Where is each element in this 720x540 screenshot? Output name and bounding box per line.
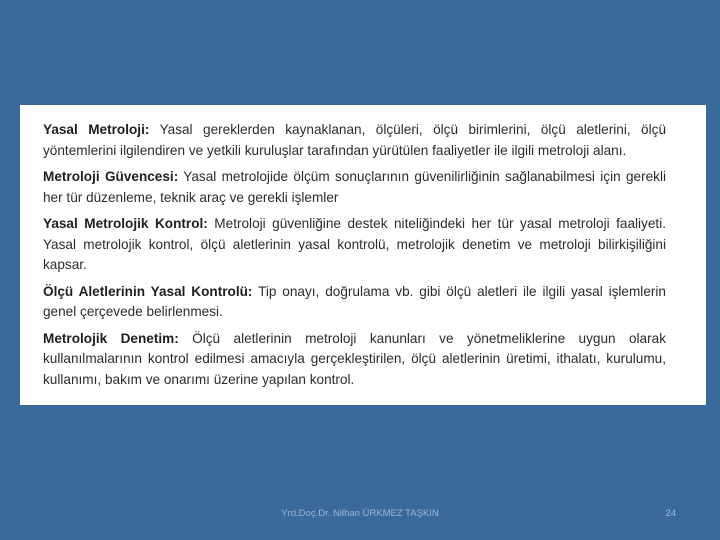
definition-olcu-aletleri-yasal-kontrolu	[43, 282, 666, 323]
page-number: 24	[665, 508, 676, 519]
definition-text: Metroloji güvenliğine destek niteliğindeki her tür yasal metroloji faaliyeti. Yasal metrolojik kontrol, ölçü aletlerinin yasal kontrolü, metrolojik denetim ve metroloji bilirkişiliğini kapsar.	[43, 216, 666, 272]
definition-term: Yasal Metrolojik Kontrol:	[43, 216, 208, 231]
definition-yasal-metroloji	[43, 120, 666, 161]
definitions-panel	[20, 105, 706, 405]
definition-text: Yasal metrolojide ölçüm sonuçlarının güvenilirliğinin sağlanabilmesi için gerekli her tür düzenleme, teknik araç ve gerekli işlemler	[43, 169, 666, 205]
definition-text: Ölçü aletlerinin metroloji kanunları ve yönetmeliklerine uygun olarak kullanılmalarının kontrol edilmesi amacıyla gerçekleştirilen, ölçü aletlerinin üretimi, ithalatı, kurulumu, kullanımı, bakım ve onarımı üzerine yapılan kontrol.	[43, 330, 666, 387]
definition-term: Metrolojik Denetim:	[43, 330, 179, 346]
definition-text: Yasal gereklerden kaynaklanan, ölçüleri, ölçü birimlerini, ölçü aletlerini, ölçü yöntemlerini ilgilendiren ve yetkili kuruluşlar tarafından yürütülen faaliyetler ile ilgili metroloji alanı.	[43, 122, 666, 158]
footer-author: Yrd.Doç.Dr. Nilhan ÜRKMEZ TAŞKIN	[281, 508, 439, 519]
definition-term: Metroloji Güvencesi:	[43, 169, 179, 184]
definition-term: Yasal Metroloji:	[43, 122, 150, 137]
definition-text: Tip onayı, doğrulama vb. gibi ölçü aletleri ile ilgili yasal işlemlerin genel çerçevede belirlenmesi.	[43, 283, 666, 319]
definition-metroloji-guvencesi	[43, 167, 666, 208]
definition-metrolojik-denetim	[43, 329, 666, 391]
definition-term: Ölçü Aletlerinin Yasal Kontrolü:	[43, 283, 253, 299]
definition-yasal-metrolojik-kontrol	[43, 214, 666, 276]
